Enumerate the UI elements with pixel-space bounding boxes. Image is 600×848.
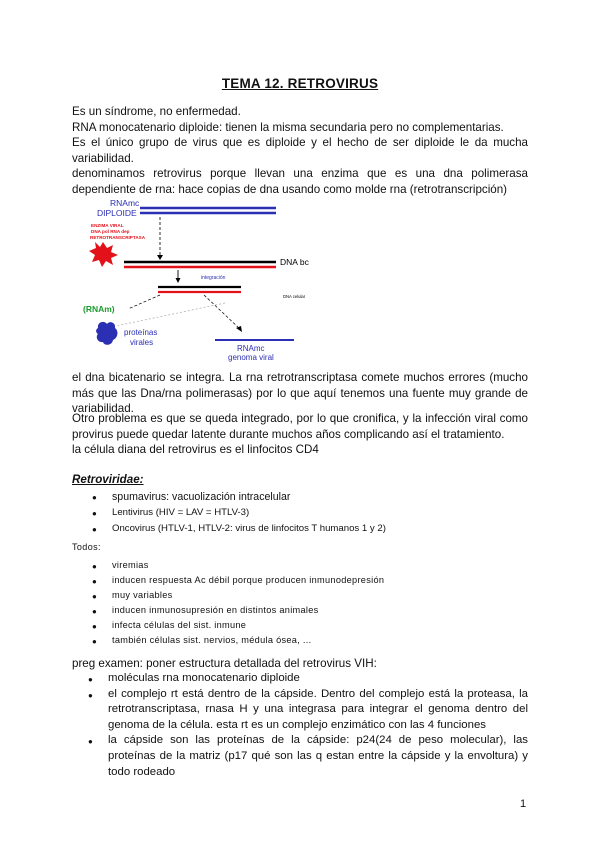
protein-blob-icon (96, 322, 117, 345)
list-item: ● el complejo rt está dentro de la cápside. Dentro del complejo está la proteasa, la retrotranscriptasa, rnasa H y una integrasa para integrar el genoma dentro del genoma de la célula. esta rt es un complejo enzimático con las 4 funciones (84, 687, 528, 734)
enzyme-line-1: ENZIMA VIRAL (91, 223, 124, 228)
after-diagram-1: el dna bicatenario se integra. La rna retrotranscriptasa comete muchos errores (mucho más que las Dna/rna polimerasas) por lo que aquí tenemos una fuente muy grande de variabilidad. (72, 371, 528, 416)
list-item: ● Oncovirus (HTLV-1, HTLV-2: virus de linfocitos T humanos 1 y 2) (88, 521, 528, 537)
dna-celular-label: DNA celular (283, 294, 306, 299)
proteins-label-2: virales (130, 338, 154, 347)
intro-line-2: RNA monocatenario diploide: tienen la misma secundaria pero no complementarias. (72, 121, 504, 134)
after-diagram-3: la célula diana del retrovirus es el linfocitos CD4 (72, 443, 319, 456)
list-item: ● Lentivirus (HIV = LAV = HTLV-3) (88, 505, 528, 521)
page-number: 1 (520, 798, 527, 810)
genome-label-1: RNAmc (237, 344, 265, 353)
retrotranscription-diagram (80, 196, 320, 366)
after-diagram-2: Otro problema es que se queda integrado, por lo que cronifica, y la infección viral como provirus puede quedar latente durante muchos años complicando así el tratamiento. (72, 412, 528, 441)
dashed-to-proteins (116, 303, 225, 326)
enzyme-burst-icon (89, 242, 118, 267)
genome-arrow-head-icon (236, 326, 242, 332)
enzyme-line-3: RETROTRANSCRIPTASA (90, 235, 146, 240)
todos-label: Todos: (72, 542, 101, 552)
list-item: ● la cápside son las proteínas de la cápside: p24(24 de peso molecular), las proteínas de la matriz (p17 qué son las q estan entre la cápside y la envoltura) y todo rodeado (84, 733, 528, 780)
list-item: ● inducen inmunosupresión en distintos animales (88, 603, 528, 618)
list-item: ● muy variables (88, 588, 528, 603)
intro-line-4: denominamos retrovirus porque llevan una enzima que es una dna polimerasa dependiente de rna: hace copias de dna usando como molde rna (retrotranscripción) (72, 167, 528, 196)
rna-label-1: RNAmc (110, 198, 140, 208)
rna-label-2: DIPLOIDE (97, 208, 137, 218)
dashed-to-genome (204, 295, 240, 329)
enzyme-line-2: DNA pol RNA dep (91, 229, 130, 234)
retroviridae-heading: Retroviridae: (72, 473, 144, 486)
list-item: ● viremias (88, 558, 528, 573)
retroviridae-list (88, 489, 528, 537)
arrow-head-icon (157, 255, 163, 260)
dna-bc-label: DNA bc (280, 257, 309, 267)
dashed-to-rnam (128, 295, 160, 309)
list-item: ● spumavirus: vacuolización intracelular (88, 489, 528, 505)
intro-line-3: Es el único grupo de virus que es diploide y el hecho de ser diploide le da mucha variabilidad. (72, 136, 528, 165)
integration-label: integración (201, 275, 226, 281)
page-title: TEMA 12. RETROVIRUS (221, 76, 379, 91)
intro-line-1: Es un síndrome, no enfermedad. (72, 105, 241, 118)
list-item: ● inducen respuesta Ac débil porque producen inmunodepresión (88, 573, 528, 588)
exam-list (84, 671, 528, 780)
list-item: ● moléculas rna monocatenario diploide (84, 671, 528, 687)
integration-arrow-head-icon (176, 278, 181, 283)
list-item: ● también células sist. nervios, médula ósea, ... (88, 633, 528, 648)
genome-label-2: genoma viral (228, 353, 274, 362)
exam-intro: preg examen: poner estructura detallada del retrovirus VIH: (72, 657, 377, 670)
todos-list (88, 558, 528, 648)
proteins-label-1: proteínas (124, 328, 158, 337)
list-item: ● infecta células del sist. inmune (88, 618, 528, 633)
rnam-label: (RNAm) (83, 304, 115, 314)
